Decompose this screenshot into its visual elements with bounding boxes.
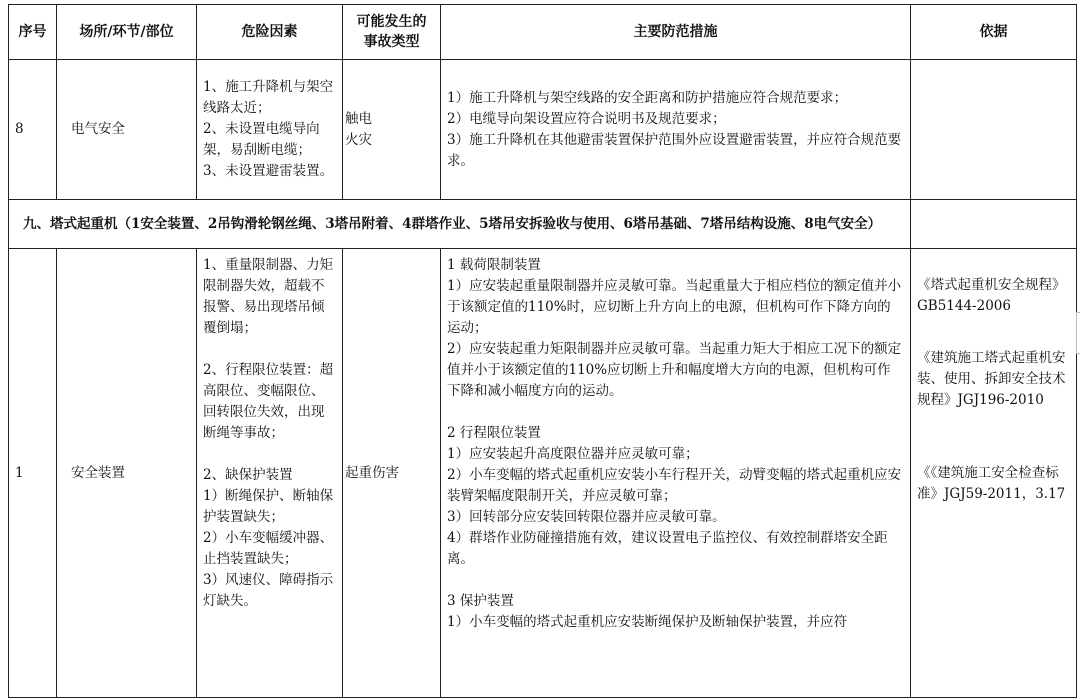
header-measures: 主要防范措施: [441, 5, 911, 60]
row1-measure-3-a: 1）小车变幅的塔式起重机应安装断绳保护及断轴保护装置，并应符: [447, 614, 848, 630]
row8-hazards: [197, 60, 343, 200]
row1-hazard-2: 2、行程限位装置：超高限位、变幅限位、回转限位失效，出现断绳等事故；: [203, 362, 334, 441]
row1-measure-2-a: 1）应安装起升高度限位器并应灵敏可靠；: [447, 446, 699, 462]
header-row: [9, 5, 1077, 60]
header-accident-type: [343, 5, 441, 60]
row1-hazard-3-c: 3）风速仪、障碍指示灯缺失。: [203, 572, 334, 609]
header-basis: 依据: [911, 5, 1077, 60]
row8-accident-1: 触电: [345, 110, 372, 127]
safety-table: [8, 4, 1077, 698]
header-location: 场所/环节/部位: [57, 5, 197, 60]
row8-hazard-1: 1、施工升降机与架空线路太近；: [203, 79, 334, 116]
row1-hazard-1: 1、重量限制器、力矩限制器失效，超载不报警、易出现塔吊倾覆倒塌；: [203, 257, 334, 336]
row1-basis-3: 《《建筑施工安全检查标准》JGJ59-2011，3.17: [917, 465, 1066, 502]
table-row: [9, 60, 1077, 200]
table-row: [9, 249, 1077, 698]
row1-basis: [911, 249, 1077, 698]
row1-accident-type: 起重伤害: [343, 249, 441, 698]
row8-measure-2: 2）电缆导向架设置应符合说明书及规范要求；: [447, 110, 726, 127]
row8-accident-types: [343, 60, 441, 200]
row1-measure-3-title: 3 保护装置: [447, 593, 514, 609]
row1-basis-1: 《塔式起重机安全规程》GB5144-2006: [917, 277, 1066, 314]
row1-measure-1-title: 1 载荷限制装置: [447, 257, 541, 273]
side-edge-marker: [1076, 312, 1080, 354]
row1-hazard-3-a: 1）断绳保护、断轴保护装置缺失；: [203, 488, 334, 525]
row8-hazard-2: 2、未设置电缆导向架，易刮断电缆；: [203, 121, 320, 158]
row8-location: 电气安全: [57, 60, 197, 200]
row1-basis-2: 《建筑施工塔式起重机安装、使用、拆卸安全技术规程》JGJ196-2010: [917, 350, 1066, 408]
row8-measure-1: 1）施工升降机与架空线路的安全距离和防护措施应符合规范要求；: [447, 89, 848, 106]
row1-hazard-3-b: 2）小车变幅缓冲器、止挡装置缺失；: [203, 530, 334, 567]
row8-basis: [911, 60, 1077, 200]
row1-location: 安全装置: [57, 249, 197, 698]
section9-title: 九、塔式起重机（1安全装置、2吊钩滑轮钢丝绳、3塔吊附着、4群塔作业、5塔吊安拆验收与使用、6塔吊基础、7塔吊结构设施、8电气安全）: [9, 200, 911, 249]
row8-seq: 8: [9, 60, 57, 200]
row8-accident-2: 火灾: [345, 131, 372, 148]
row8-measures: [441, 60, 911, 200]
section-row: [9, 200, 1077, 249]
row1-seq: 1: [9, 249, 57, 698]
section9-basis-empty: [911, 200, 1077, 249]
header-hazards: 危险因素: [197, 5, 343, 60]
header-accident-line1: 可能发生的: [356, 14, 427, 30]
row1-measure-2-title: 2 行程限位装置: [447, 425, 541, 441]
row8-hazard-3: 3、未设置避雷装置。: [203, 163, 334, 179]
row1-measures: [441, 249, 911, 698]
header-seq: 序号: [9, 5, 57, 60]
row1-hazard-3-title: 2、缺保护装置: [203, 467, 293, 483]
row1-measure-1-a: 1）应安装起重量限制器并应灵敏可靠。当起重量大于相应档位的额定值并小于该额定值的110%时，应切断上升方向上的电源，但机构可作下降方向的运动；: [447, 278, 902, 336]
header-accident-line2: 事故类型: [363, 34, 420, 50]
row1-measure-2-c: 3）回转部分应安装回转限位器并应灵敏可靠。: [447, 509, 726, 525]
row8-measure-3: 3）施工升降机在其他避雷装置保护范围外应设置避雷装置，并应符合规范要求。: [447, 131, 902, 169]
row1-measure-2-d: 4）群塔作业防碰撞措施有效，建议设置电子监控仪、有效控制群塔安全距离。: [447, 530, 888, 567]
row1-measure-2-b: 2）小车变幅的塔式起重机应安装小车行程开关，动臂变幅的塔式起重机应安装臂架幅度限制开关，并应灵敏可靠；: [447, 467, 902, 504]
row1-hazards: [197, 249, 343, 698]
row1-measure-1-b: 2）应安装起重力矩限制器并应灵敏可靠。当起重力矩大于相应工况下的额定值并小于该额定值的110%应切断上升和幅度增大方向的电源，但机构可作下降和减小幅度方向的运动。: [447, 341, 902, 399]
